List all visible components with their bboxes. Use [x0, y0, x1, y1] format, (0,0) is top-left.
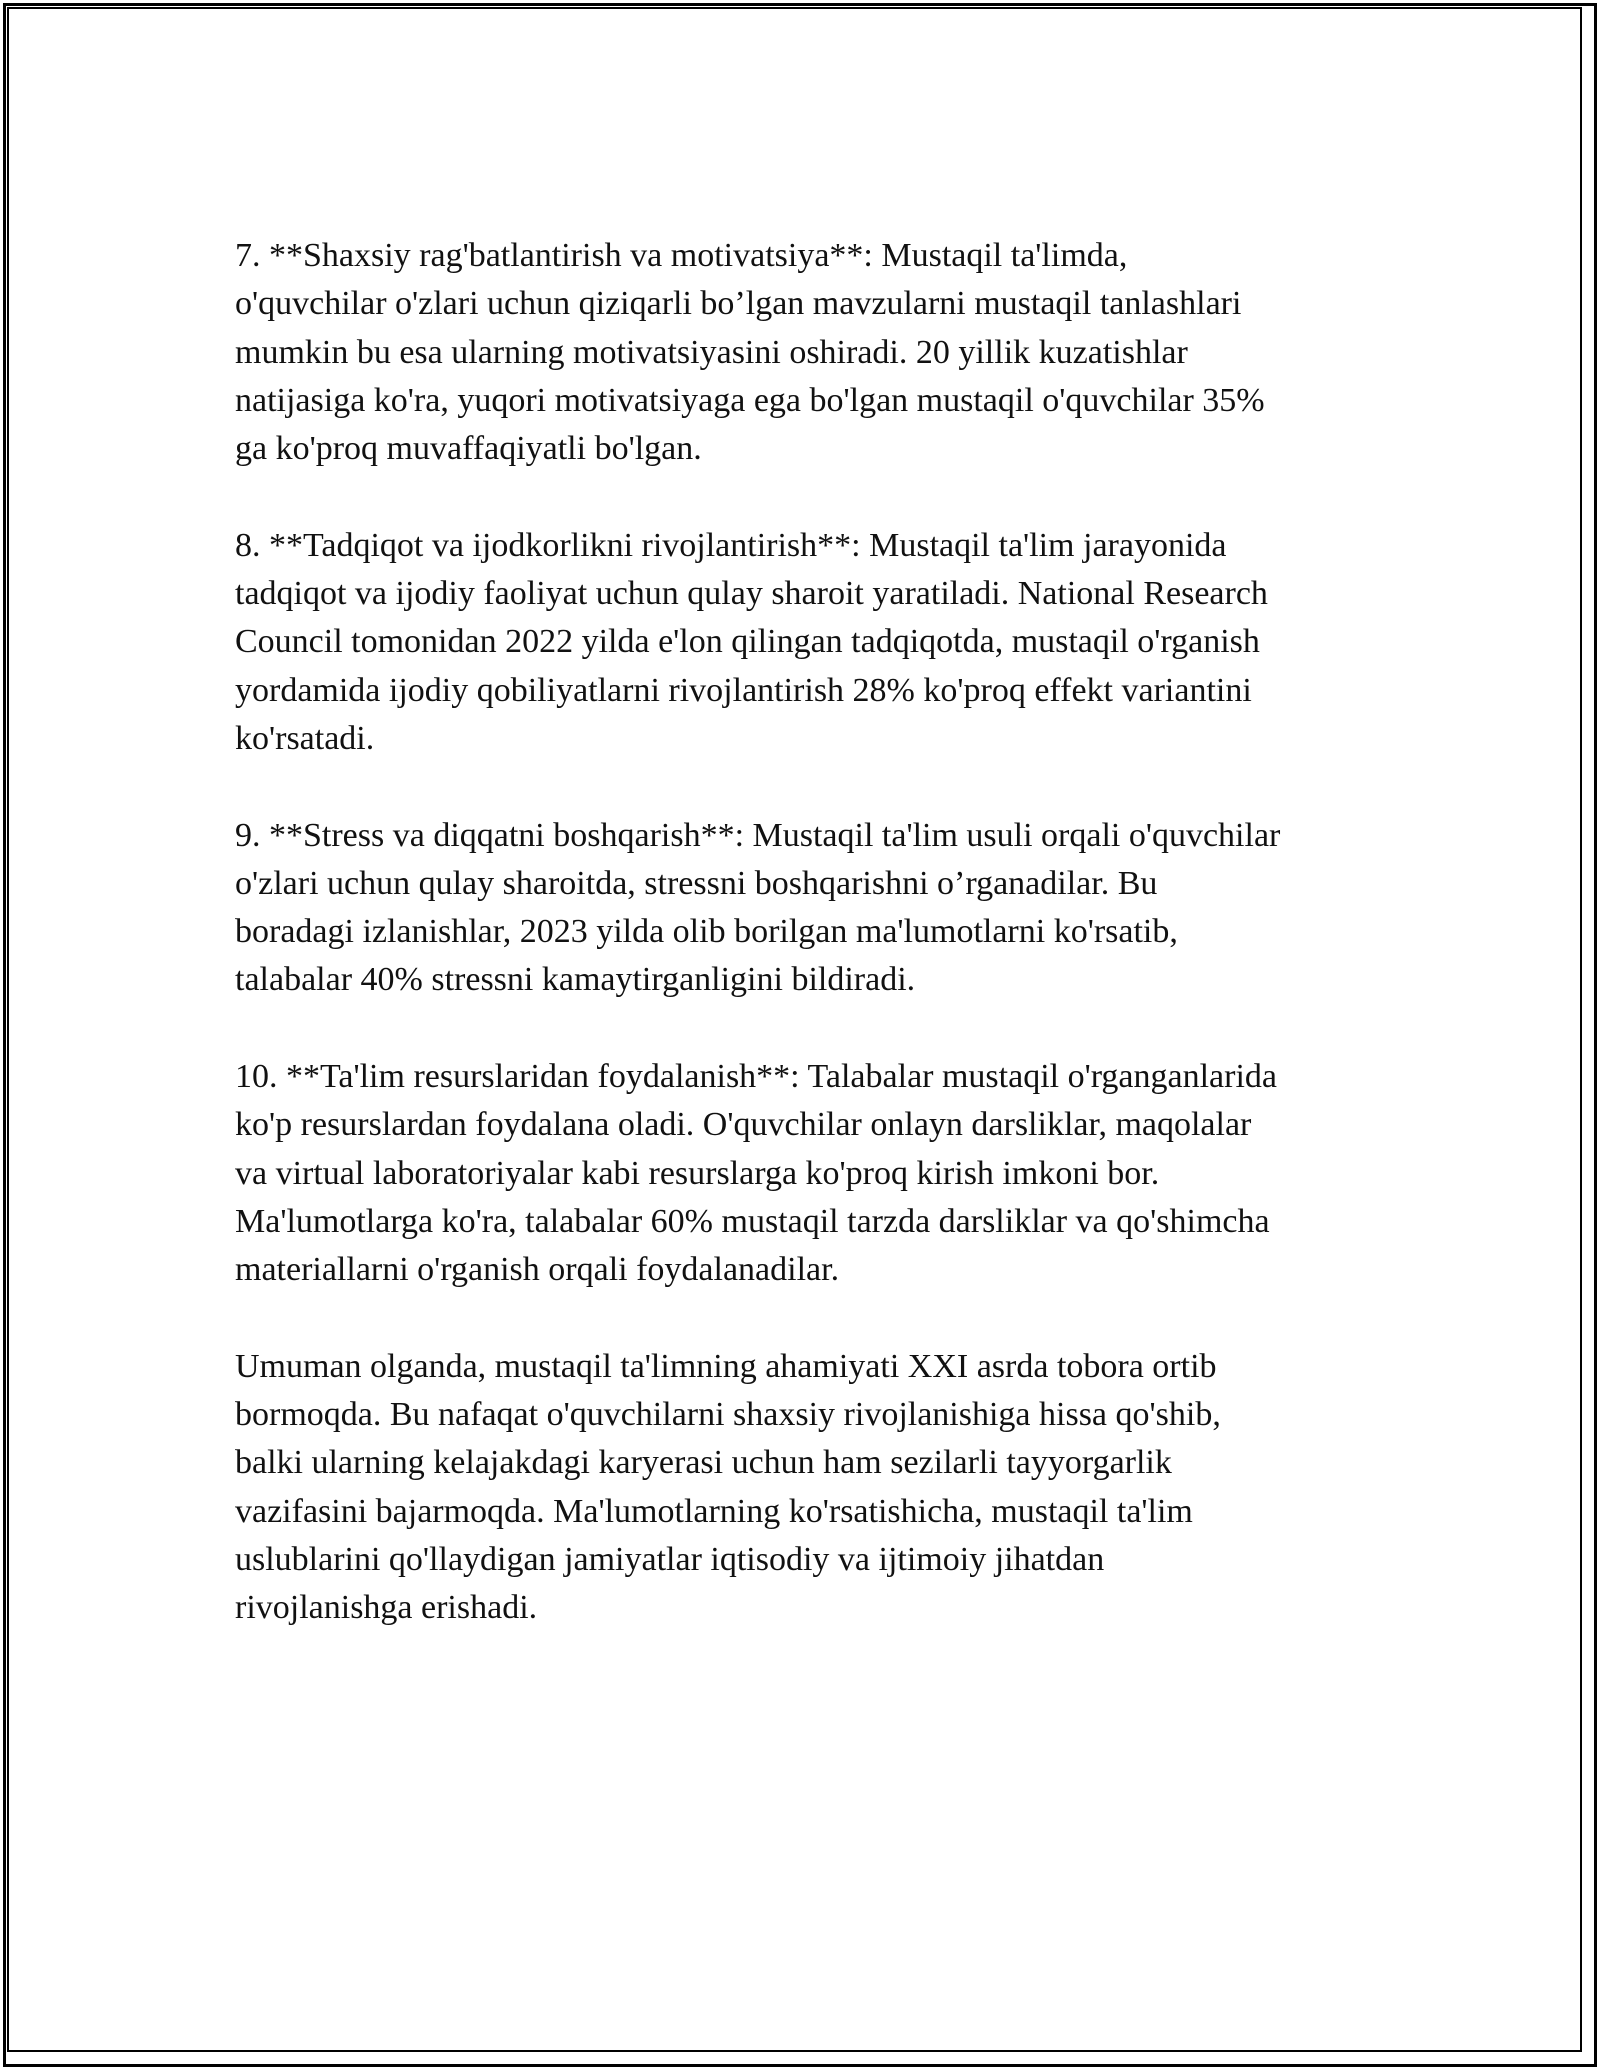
- paragraph-motivation: 7. **Shaxsiy rag'batlantirish va motivatsiya**: Mustaqil ta'limda, o'quvchilar o'zlari uchun qiziqarli bo’lgan mavzularni mustaqil tanlashlari mumkin bu esa ularning motivatsiyasini oshiradi. 20 yillik kuzatishlar natijasiga ko'ra, yuqori motivatsiyaga ega bo'lgan mustaqil o'quvchilar 35% ga ko'proq muvaffaqiyatli bo'lgan.: [235, 237, 1265, 468]
- document-body: [235, 232, 1375, 1681]
- paragraph-learning-resources: 10. **Ta'lim resurslaridan foydalanish**: Talabalar mustaqil o'rganganlarida ko'p resurslardan foydalana oladi. O'quvchilar onlayn darsliklar, maqolalar va virtual laboratoriyalar kabi resurslarga ko'proq kirish imkoni bor. Ma'lumotlarga ko'ra, talabalar 60% mustaqil tarzda darsliklar va qo'shimcha materiallarni o'rganish orqali foydalanadilar.: [235, 1058, 1277, 1289]
- paragraph-research-creativity: 8. **Tadqiqot va ijodkorlikni rivojlantirish**: Mustaqil ta'lim jarayonida tadqiqot va ijodiy faoliyat uchun qulay sharoit yaratiladi. National Research Council tomonidan 2022 yilda e'lon qilingan tadqiqotda, mustaqil o'rganish yordamida ijodiy qobiliyatlarni rivojlantirish 28% ko'proq effekt variantini ko'rsatadi.: [235, 526, 1268, 757]
- paragraph-stress-attention: 9. **Stress va diqqatni boshqarish**: Mustaqil ta'lim usuli orqali o'quvchilar o'zlari uchun qulay sharoitda, stressni boshqarishni o’rganadilar. Bu boradagi izlanishlar, 2023 yilda olib borilgan ma'lumotlarni ko'rsatib, talabalar 40% stressni kamaytirganligini bildiradi.: [235, 816, 1281, 999]
- paragraph-conclusion: Umuman olganda, mustaqil ta'limning ahamiyati XXI asrda tobora ortib bormoqda. Bu nafaqat o'quvchilarni shaxsiy rivojlanishiga hissa qo'shib, balki ularning kelajakdagi karyerasi uchun ham sezilarli tayyorgarlik vazifasini bajarmoqda. Ma'lumotlarning ko'rsatishicha, mustaqil ta'lim uslublarini qo'llaydigan jamiyatlar iqtisodiy va ijtimoiy jihatdan rivojlanishga erishadi.: [235, 1347, 1221, 1627]
